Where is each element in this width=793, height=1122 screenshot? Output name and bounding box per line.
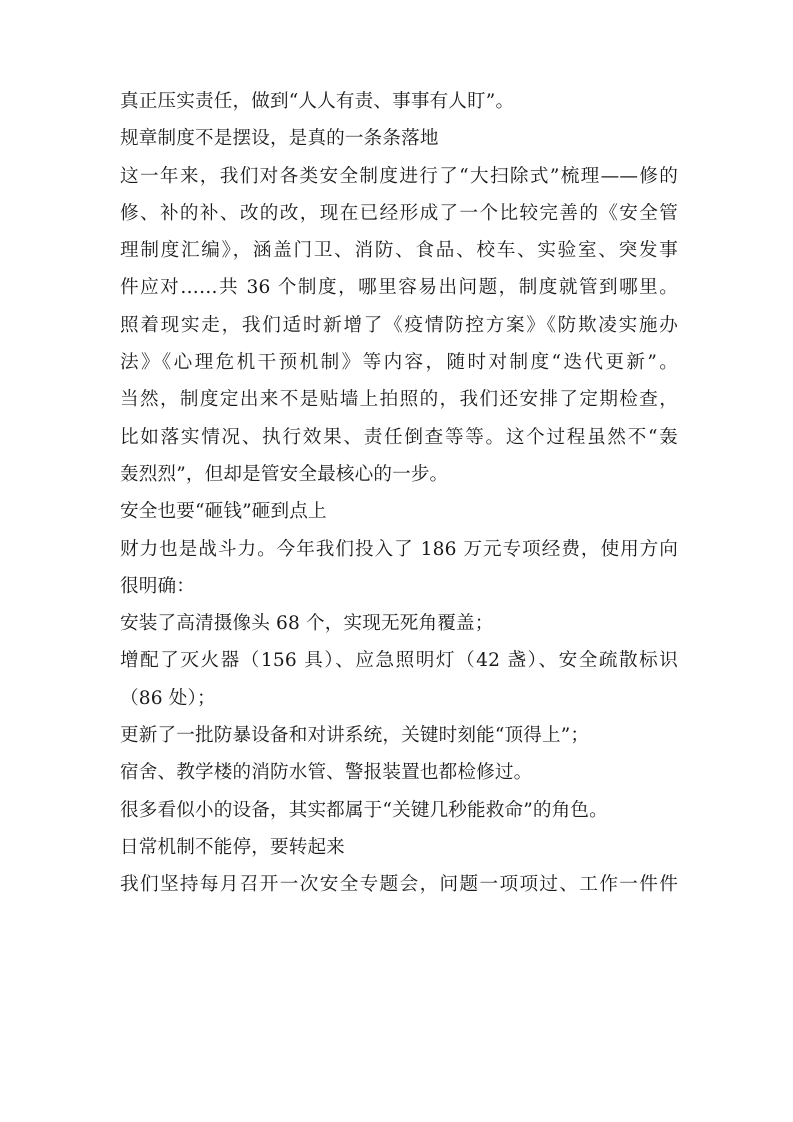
- paragraph-line: 照着现实走，我们适时新增了《疫情防控方案》《防欺凌实施办: [120, 314, 678, 336]
- paragraph-line: 比如落实情况、执行效果、责任倒查等等。这个过程虽然不“轰: [120, 426, 678, 448]
- section-heading: 安全也要“砸钱”砸到点上: [120, 501, 327, 523]
- list-item: 增配了灭火器（156 具）、应急照明灯（42 盏）、安全疏散标识: [120, 650, 678, 672]
- paragraph-line: 件应对……共 36 个制度，哪里容易出问题，制度就管到哪里。: [120, 277, 678, 299]
- list-item: 安装了高清摄像头 68 个，实现无死角覆盖；: [120, 613, 494, 635]
- list-item: 更新了一批防暴设备和对讲系统，关键时刻能“顶得上”；: [120, 725, 590, 747]
- paragraph-line: 轰烈烈”，但却是管安全最核心的一步。: [120, 463, 449, 485]
- list-item-continuation: （86 处）；: [120, 687, 216, 709]
- section-heading: 日常机制不能停，要转起来: [120, 836, 345, 858]
- paragraph-line: 法》《心理危机干预机制》等内容，随时对制度“迭代更新”。: [120, 352, 678, 374]
- document-body: [120, 92, 678, 913]
- paragraph-line: 财力也是战斗力。今年我们投入了 186 万元专项经费，使用方向: [120, 538, 678, 560]
- paragraph-line: 理制度汇编》，涵盖门卫、消防、食品、校车、实验室、突发事: [120, 240, 678, 262]
- paragraph-line: 真正压实责任，做到“人人有责、事事有人盯”。: [120, 91, 515, 112]
- paragraph-line: 很多看似小的设备，其实都属于“关键几秒能救命”的角色。: [120, 799, 608, 821]
- paragraph-line: 我们坚持每月召开一次安全专题会，问题一项项过、工作一件件: [120, 874, 678, 896]
- paragraph-line: 当然，制度定出来不是贴墙上拍照的，我们还安排了定期检查，: [120, 389, 678, 411]
- section-heading: 规章制度不是摆设，是真的一条条落地: [120, 128, 439, 150]
- list-item: 宿舍、教学楼的消防水管、警报装置也都检修过。: [120, 762, 533, 784]
- paragraph-line: 这一年来，我们对各类安全制度进行了“大扫除式”梳理——修的: [120, 165, 678, 187]
- paragraph-line: 很明确：: [120, 575, 195, 597]
- paragraph-line: 修、补的补、改的改，现在已经形成了一个比较完善的《安全管: [120, 202, 678, 224]
